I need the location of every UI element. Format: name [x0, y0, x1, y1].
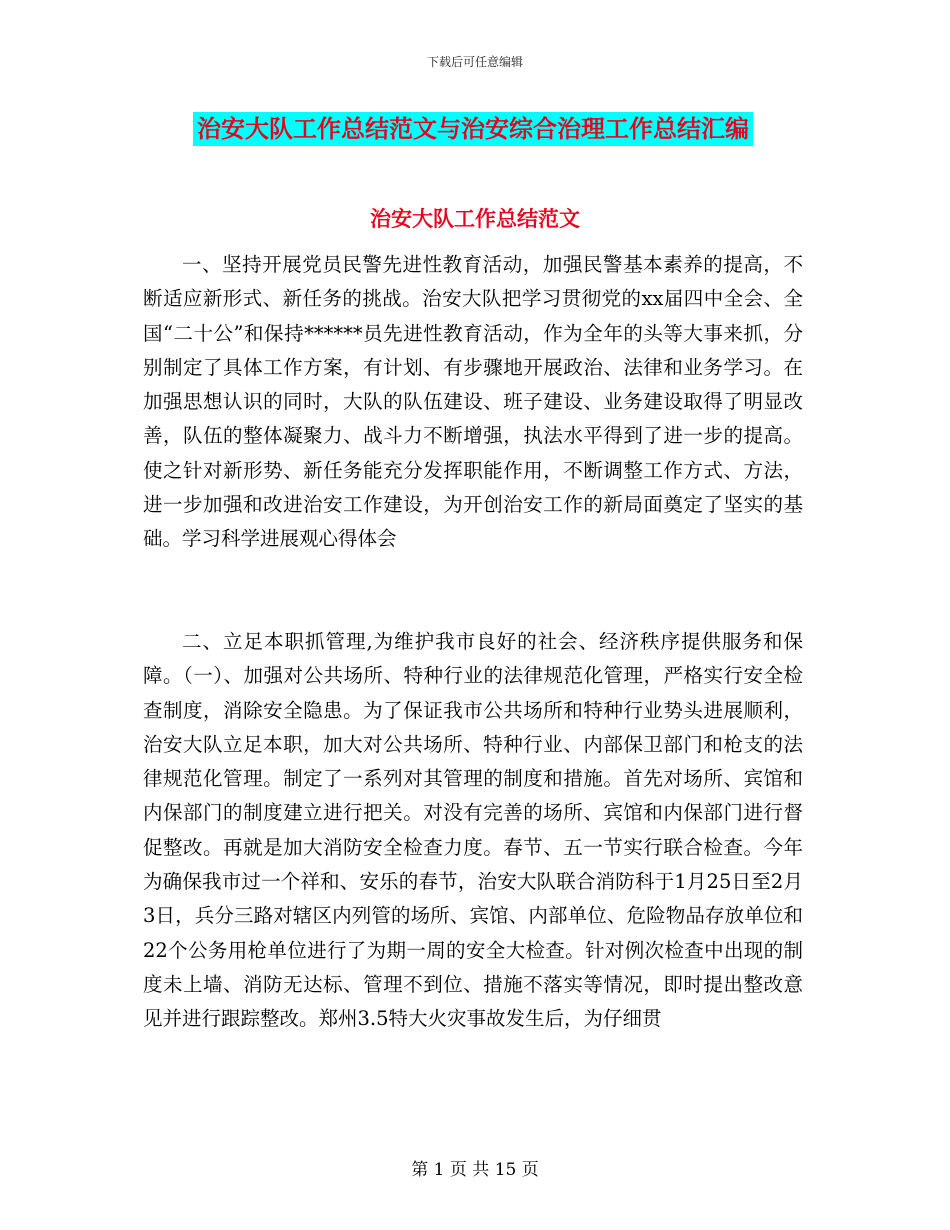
body-paragraph: 二、立足本职抓管理,为维护我市良好的社会、经济秩序提供服务和保障。（一）、加强对公共场所、特种行业的法律规范化管理，严格实行安全检查制度，消除安全隐患。为了保证我市公共场所和特种行业势头进展顺利，治安大队立足本职，加大对公共场所、特种行业、内部保卫部门和枪支的法律规范化管理。制定了一系列对其管理的制度和措施。首先对场所、宾馆和内保部门的制度建立进行把关。对没有完善的场所、宾馆和内保部门进行督促整改。再就是加大消防安全检查力度。春节、五一节实行联合检查。今年为确保我市过一个祥和、安乐的春节，治安大队联合消防科于1月25日至2月3日，兵分三路对辖区内列管的场所、宾馆、内部单位、危险物品存放单位和22个公务用枪单位进行了为期一周的安全大检查。针对例次检查中出现的制度未上墙、消防无达标、管理不到位、措施不落实等情况，即时提出整改意见并进行跟踪整改。郑州3.5特大火灾事故发生后，为仔细贯 [143, 630, 803, 1031]
body-paragraph: 一、坚持开展党员民警先进性教育活动，加强民警基本素养的提高，不断适应新形式、新任务的挑战。治安大队把学习贯彻党的xx届四中全会、全国“二十公”和保持******员先进性教育活动，作为全年的头等大事来抓，分别制定了具体工作方案，有计划、有步骤地开展政治、法律和业务学习。在加强思想认识的同时，大队的队伍建设、班子建设、业务建设取得了明显改善，队伍的整体凝聚力、战斗力不断增强，执法水平得到了进一步的提高。使之针对新形势、新任务能充分发挥职能作用，不断调整工作方式、方法，进一步加强和改进治安工作建设，为开创治安工作的新局面奠定了坚实的基础。学习科学进展观心得体会 [143, 253, 803, 551]
section-title: 治安大队工作总结范文 [370, 207, 580, 231]
page-footer: 第 1 页 共 15 页 [411, 1160, 539, 1180]
body-paragraph-2-container [143, 625, 803, 1037]
document-title: 治安大队工作总结范文与治安综合治理工作总结汇编 [193, 112, 753, 146]
body-paragraph-1-container [143, 248, 803, 557]
header-note: 下载后可任意编辑 [426, 55, 523, 69]
